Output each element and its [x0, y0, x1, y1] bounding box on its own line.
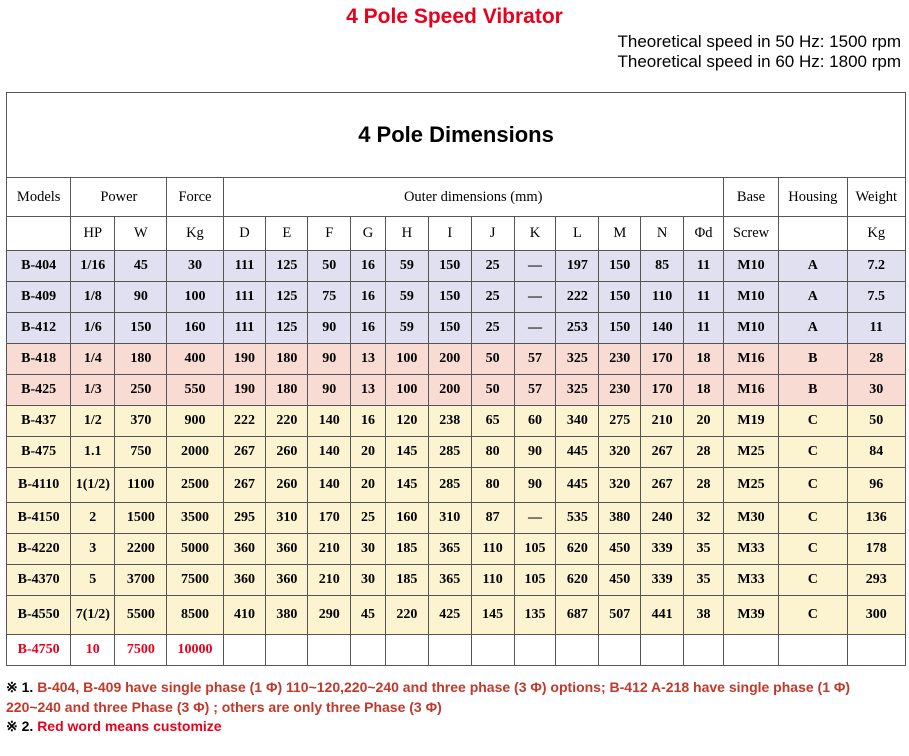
- table-cell: 125: [266, 313, 308, 344]
- subheader-cell: I: [428, 217, 471, 251]
- table-cell: 550: [167, 375, 223, 406]
- table-cell: 260: [266, 468, 308, 503]
- table-cell: 275: [599, 406, 641, 437]
- table-cell: M16: [723, 375, 778, 406]
- table-row: [7, 596, 906, 635]
- table-cell: 339: [641, 565, 684, 596]
- table-cell: 230: [599, 375, 641, 406]
- table-cell: 441: [641, 596, 684, 635]
- table-cell: 340: [556, 406, 599, 437]
- note-2-mark: ※ 2.: [6, 718, 34, 734]
- table-cell: 1100: [115, 468, 167, 503]
- table-cell: 59: [385, 251, 428, 282]
- table-cell: 285: [428, 437, 471, 468]
- table-cell: 3: [71, 534, 115, 565]
- table-cell: 13: [351, 375, 386, 406]
- subheader-cell: K: [514, 217, 556, 251]
- note-2: [6, 718, 222, 735]
- table-cell: A: [779, 313, 847, 344]
- table-cell: 380: [599, 503, 641, 534]
- subheader-cell: F: [308, 217, 351, 251]
- table-cell: 16: [351, 282, 386, 313]
- table-row: [7, 313, 906, 344]
- table-row: [7, 251, 906, 282]
- table-cell: 200: [428, 375, 471, 406]
- table-cell: 170: [641, 375, 684, 406]
- table-cell: 178: [847, 534, 905, 565]
- table-cell: 50: [471, 375, 514, 406]
- subheader-cell: L: [556, 217, 599, 251]
- table-cell: [556, 635, 599, 666]
- table-row: [7, 344, 906, 375]
- subheader-cell: E: [266, 217, 308, 251]
- table-cell: 30: [351, 534, 386, 565]
- table-cell: C: [779, 503, 847, 534]
- table-cell: 28: [684, 468, 724, 503]
- table-cell: 111: [223, 282, 266, 313]
- table-cell: 320: [599, 437, 641, 468]
- table-cell: 267: [641, 468, 684, 503]
- table-cell: 38: [684, 596, 724, 635]
- table-cell: M10: [723, 282, 778, 313]
- table-cell: 253: [556, 313, 599, 344]
- table-cell: 365: [428, 534, 471, 565]
- table-cell: 35: [684, 565, 724, 596]
- table-cell: 180: [115, 344, 167, 375]
- table-cell: 185: [385, 534, 428, 565]
- table-cell: 180: [266, 344, 308, 375]
- table-cell: 2000: [167, 437, 223, 468]
- table-cell: 59: [385, 313, 428, 344]
- subheader-cell: Kg: [847, 217, 905, 251]
- table-cell: 267: [641, 437, 684, 468]
- table-cell: 267: [223, 437, 266, 468]
- table-cell: 11: [684, 282, 724, 313]
- table-cell: 90: [308, 375, 351, 406]
- table-cell: 160: [167, 313, 223, 344]
- table-cell: 45: [351, 596, 386, 635]
- table-cell: M19: [723, 406, 778, 437]
- table-cell: 325: [556, 375, 599, 406]
- table-cell: 400: [167, 344, 223, 375]
- table-cell: 620: [556, 565, 599, 596]
- table-cell: 50: [308, 251, 351, 282]
- table-cell: 90: [514, 437, 556, 468]
- table-cell: 222: [556, 282, 599, 313]
- table-cell: 210: [641, 406, 684, 437]
- dimensions-table: [6, 92, 906, 666]
- model-cell: B-4550: [7, 596, 71, 635]
- table-cell: 13: [351, 344, 386, 375]
- table-cell: 445: [556, 468, 599, 503]
- note-2-text: Red word means customize: [37, 718, 222, 734]
- table-cell: 125: [266, 282, 308, 313]
- table-cell: 7(1/2): [71, 596, 115, 635]
- subheader-cell: Φd: [684, 217, 724, 251]
- table-cell: 136: [847, 503, 905, 534]
- table-cell: 60: [514, 406, 556, 437]
- table-cell: 90: [115, 282, 167, 313]
- table-cell: [471, 635, 514, 666]
- table-cell: —: [514, 282, 556, 313]
- table-cell: 105: [514, 565, 556, 596]
- table-cell: 100: [385, 344, 428, 375]
- table-cell: 190: [223, 344, 266, 375]
- table-cell: 145: [385, 468, 428, 503]
- subheader-cell: HP: [71, 217, 115, 251]
- table-row: [7, 534, 906, 565]
- table-row: [7, 468, 906, 503]
- table-cell: 50: [847, 406, 905, 437]
- table-cell: 57: [514, 375, 556, 406]
- table-cell: 7500: [167, 565, 223, 596]
- table-cell: 18: [684, 344, 724, 375]
- table-cell: 150: [428, 282, 471, 313]
- table-cell: 20: [684, 406, 724, 437]
- table-cell: 100: [167, 282, 223, 313]
- subheader-cell: W: [115, 217, 167, 251]
- table-cell: 96: [847, 468, 905, 503]
- table-cell: 20: [351, 437, 386, 468]
- model-cell: B-4150: [7, 503, 71, 534]
- table-cell: 687: [556, 596, 599, 635]
- table-cell: 65: [471, 406, 514, 437]
- table-cell: 360: [223, 565, 266, 596]
- table-cell: 200: [428, 344, 471, 375]
- table-cell: 285: [428, 468, 471, 503]
- table-cell: 35: [684, 534, 724, 565]
- table-cell: 7.5: [847, 282, 905, 313]
- table-cell: 220: [266, 406, 308, 437]
- table-cell: [223, 635, 266, 666]
- table-cell: 30: [847, 375, 905, 406]
- table-title: 4 Pole Dimensions: [7, 93, 906, 178]
- table-row: [7, 503, 906, 534]
- table-cell: A: [779, 282, 847, 313]
- table-cell: 150: [428, 251, 471, 282]
- table-cell: M33: [723, 565, 778, 596]
- table-cell: 150: [428, 313, 471, 344]
- table-cell: C: [779, 468, 847, 503]
- table-cell: 1/2: [71, 406, 115, 437]
- table-cell: [351, 635, 386, 666]
- table-cell: 140: [308, 406, 351, 437]
- table-cell: 28: [847, 344, 905, 375]
- table-cell: 1/3: [71, 375, 115, 406]
- table-cell: 250: [115, 375, 167, 406]
- table-cell: —: [514, 251, 556, 282]
- table-cell: 145: [385, 437, 428, 468]
- table-cell: C: [779, 406, 847, 437]
- table-cell: [308, 635, 351, 666]
- table-cell: 238: [428, 406, 471, 437]
- subheader-cell: D: [223, 217, 266, 251]
- table-cell: 80: [471, 468, 514, 503]
- table-cell: 150: [115, 313, 167, 344]
- table-cell: 230: [599, 344, 641, 375]
- table-cell: 220: [385, 596, 428, 635]
- table-cell: 32: [684, 503, 724, 534]
- table-cell: 450: [599, 565, 641, 596]
- table-cell: 57: [514, 344, 556, 375]
- table-cell: 507: [599, 596, 641, 635]
- table-cell: 16: [351, 251, 386, 282]
- table-cell: 16: [351, 313, 386, 344]
- table-cell: 310: [428, 503, 471, 534]
- table-cell: 620: [556, 534, 599, 565]
- table-cell: 380: [266, 596, 308, 635]
- note-1-text: B-404, B-409 have single phase (1 Φ) 110~120,220~240 and three phase (3 Φ) options; B-412 A-218 have single phase (1 Φ) 220~240 and three Phase (3 Φ) ; others are only three Phase (3 Φ): [6, 679, 851, 715]
- model-cell: B-409: [7, 282, 71, 313]
- header-models: Models: [7, 178, 71, 217]
- header-outer-dimensions: Outer dimensions (mm): [223, 178, 723, 217]
- table-cell: C: [779, 534, 847, 565]
- note-1-mark: ※ 1.: [6, 679, 34, 695]
- table-cell: 339: [641, 534, 684, 565]
- table-cell: 185: [385, 565, 428, 596]
- table-cell: 370: [115, 406, 167, 437]
- table-cell: 150: [599, 313, 641, 344]
- table-cell: [847, 635, 905, 666]
- table-cell: M33: [723, 534, 778, 565]
- table-cell: 125: [266, 251, 308, 282]
- subheader-cell: Kg: [167, 217, 223, 251]
- table-cell: 110: [471, 534, 514, 565]
- table-cell: 310: [266, 503, 308, 534]
- table-cell: [779, 635, 847, 666]
- speed-60hz: Theoretical speed in 60 Hz: 1800 rpm: [617, 52, 901, 71]
- table-cell: [599, 635, 641, 666]
- table-cell: A: [779, 251, 847, 282]
- table-cell: M10: [723, 251, 778, 282]
- table-cell: 170: [641, 344, 684, 375]
- table-cell: 25: [471, 282, 514, 313]
- table-cell: 135: [514, 596, 556, 635]
- page-title: 4 Pole Speed Vibrator: [346, 5, 563, 28]
- table-cell: 750: [115, 437, 167, 468]
- table-cell: M16: [723, 344, 778, 375]
- table-cell: 90: [308, 313, 351, 344]
- table-cell: 240: [641, 503, 684, 534]
- table-cell: 290: [308, 596, 351, 635]
- table-cell: 1500: [115, 503, 167, 534]
- table-cell: 450: [599, 534, 641, 565]
- table-cell: 300: [847, 596, 905, 635]
- table-cell: 150: [599, 282, 641, 313]
- table-cell: 59: [385, 282, 428, 313]
- table-cell: M25: [723, 468, 778, 503]
- table-cell: 1.1: [71, 437, 115, 468]
- table-cell: 445: [556, 437, 599, 468]
- table-cell: 535: [556, 503, 599, 534]
- table-cell: 25: [471, 251, 514, 282]
- model-cell: B-425: [7, 375, 71, 406]
- header-power: Power: [71, 178, 167, 217]
- table-cell: 120: [385, 406, 428, 437]
- model-cell: B-404: [7, 251, 71, 282]
- model-cell: B-4110: [7, 468, 71, 503]
- speed-50hz: Theoretical speed in 50 Hz: 1500 rpm: [617, 32, 901, 51]
- table-cell: M39: [723, 596, 778, 635]
- table-cell: 900: [167, 406, 223, 437]
- table-cell: 11: [684, 251, 724, 282]
- table-cell: 20: [351, 468, 386, 503]
- table-cell: 1/4: [71, 344, 115, 375]
- table-cell: [684, 635, 724, 666]
- table-cell: 5000: [167, 534, 223, 565]
- table-cell: 325: [556, 344, 599, 375]
- table-cell: 110: [641, 282, 684, 313]
- table-cell: [723, 635, 778, 666]
- table-cell: 2500: [167, 468, 223, 503]
- table-cell: 111: [223, 313, 266, 344]
- table-cell: M10: [723, 313, 778, 344]
- table-cell: 5500: [115, 596, 167, 635]
- model-cell: B-475: [7, 437, 71, 468]
- table-cell: 45: [115, 251, 167, 282]
- table-cell: 11: [847, 313, 905, 344]
- table-cell: 111: [223, 251, 266, 282]
- table-cell: 11: [684, 313, 724, 344]
- table-cell: 3700: [115, 565, 167, 596]
- table-cell: 425: [428, 596, 471, 635]
- table-cell: 30: [167, 251, 223, 282]
- table-cell: 8500: [167, 596, 223, 635]
- table-cell: —: [514, 503, 556, 534]
- table-cell: 80: [471, 437, 514, 468]
- table-cell: 197: [556, 251, 599, 282]
- table-cell: 28: [684, 437, 724, 468]
- note-1: [6, 677, 906, 717]
- table-cell: 25: [351, 503, 386, 534]
- table-cell: C: [779, 437, 847, 468]
- table-cell: 1/16: [71, 251, 115, 282]
- table-row: [7, 406, 906, 437]
- table-cell: 3500: [167, 503, 223, 534]
- table-cell: M25: [723, 437, 778, 468]
- table-cell: 365: [428, 565, 471, 596]
- table-cell: B: [779, 344, 847, 375]
- table-cell: 18: [684, 375, 724, 406]
- table-cell: 140: [308, 468, 351, 503]
- subheader-cell: M: [599, 217, 641, 251]
- table-cell: 10000: [167, 635, 223, 666]
- table-cell: 10: [71, 635, 115, 666]
- table-row: [7, 375, 906, 406]
- table-cell: 140: [308, 437, 351, 468]
- table-cell: [641, 635, 684, 666]
- table-cell: 16: [351, 406, 386, 437]
- table-cell: 222: [223, 406, 266, 437]
- table-cell: M30: [723, 503, 778, 534]
- model-cell: B-4750: [7, 635, 71, 666]
- table-cell: 160: [385, 503, 428, 534]
- model-cell: B-412: [7, 313, 71, 344]
- table-cell: 7500: [115, 635, 167, 666]
- table-cell: 30: [351, 565, 386, 596]
- table-cell: 140: [641, 313, 684, 344]
- table-cell: 2: [71, 503, 115, 534]
- subheader-cell: H: [385, 217, 428, 251]
- table-cell: 360: [266, 534, 308, 565]
- table-cell: 1(1/2): [71, 468, 115, 503]
- header-housing: Housing: [779, 178, 847, 217]
- table-cell: B: [779, 375, 847, 406]
- table-cell: 295: [223, 503, 266, 534]
- table-cell: 293: [847, 565, 905, 596]
- table-cell: 2200: [115, 534, 167, 565]
- table-cell: 75: [308, 282, 351, 313]
- subheader-cell: G: [351, 217, 386, 251]
- table-cell: 110: [471, 565, 514, 596]
- table-row: [7, 565, 906, 596]
- table-cell: 1/8: [71, 282, 115, 313]
- table-cell: 267: [223, 468, 266, 503]
- table-cell: [385, 635, 428, 666]
- table-cell: 210: [308, 534, 351, 565]
- table-cell: 7.2: [847, 251, 905, 282]
- table-cell: 90: [514, 468, 556, 503]
- table-cell: 100: [385, 375, 428, 406]
- table-cell: 25: [471, 313, 514, 344]
- subheader-cell: [779, 217, 847, 251]
- table-cell: 50: [471, 344, 514, 375]
- table-cell: C: [779, 596, 847, 635]
- table-cell: 360: [223, 534, 266, 565]
- subheader-cell: N: [641, 217, 684, 251]
- table-cell: 84: [847, 437, 905, 468]
- header-base: Base: [723, 178, 778, 217]
- table-cell: 105: [514, 534, 556, 565]
- table-cell: 85: [641, 251, 684, 282]
- table-cell: 5: [71, 565, 115, 596]
- table-cell: 87: [471, 503, 514, 534]
- subheader-cell: Screw: [723, 217, 778, 251]
- table-cell: 170: [308, 503, 351, 534]
- table-cell: 410: [223, 596, 266, 635]
- table-cell: 180: [266, 375, 308, 406]
- table-cell: [514, 635, 556, 666]
- header-force: Force: [167, 178, 223, 217]
- table-row: [7, 282, 906, 313]
- header-weight: Weight: [847, 178, 905, 217]
- table-row: [7, 437, 906, 468]
- table-cell: 90: [308, 344, 351, 375]
- table-cell: 190: [223, 375, 266, 406]
- table-cell: 150: [599, 251, 641, 282]
- table-row: [7, 635, 906, 666]
- model-cell: B-418: [7, 344, 71, 375]
- table-cell: 360: [266, 565, 308, 596]
- model-cell: B-4220: [7, 534, 71, 565]
- table-cell: 145: [471, 596, 514, 635]
- table-cell: —: [514, 313, 556, 344]
- table-cell: [428, 635, 471, 666]
- table-cell: 320: [599, 468, 641, 503]
- table-cell: 260: [266, 437, 308, 468]
- model-cell: B-4370: [7, 565, 71, 596]
- subheader-blank: [7, 217, 71, 251]
- table-cell: [266, 635, 308, 666]
- table-cell: 210: [308, 565, 351, 596]
- subheader-cell: J: [471, 217, 514, 251]
- model-cell: B-437: [7, 406, 71, 437]
- table-cell: C: [779, 565, 847, 596]
- table-cell: 1/6: [71, 313, 115, 344]
